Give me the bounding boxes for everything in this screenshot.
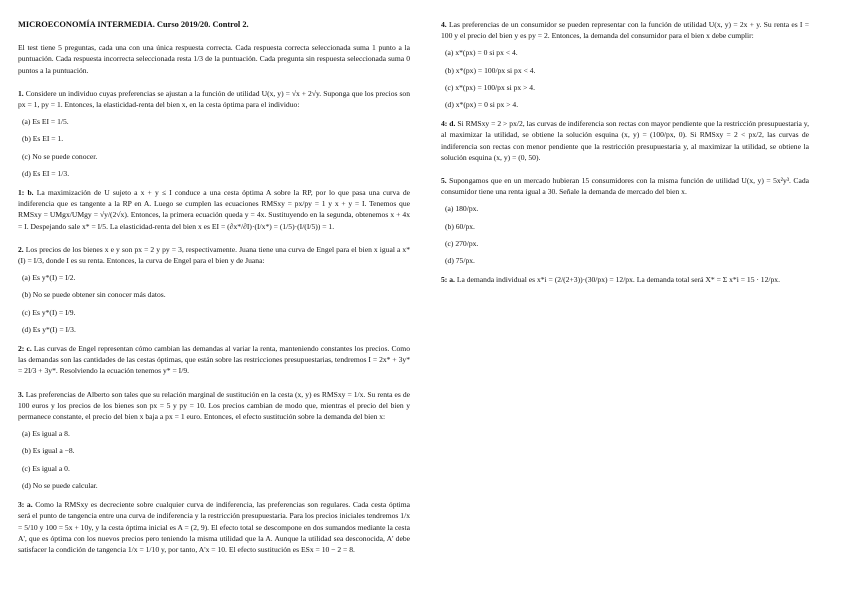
instructions: El test tiene 5 preguntas, cada una con una única respuesta correcta. Cada respuesta correcta seleccionada suma 1 punto a la puntuación. Cada respuesta incorrecta seleccionada resta 1/3 de la puntuación. Cada pregunta sin respuesta seleccionada suma 0 puntos a la puntuación. (18, 43, 410, 75)
answer-text: La demanda individual es x*i = (2/(2+3))·(30/px) = 12/px. La demanda total será X* = Σ x*i = 15 · 12/px. (456, 275, 781, 285)
question-number: 4. (441, 20, 447, 29)
option-c: (c) 270/px. (445, 238, 479, 248)
option-c: (c) No se puede conocer. (22, 151, 98, 161)
options-list (18, 116, 410, 179)
question-body: Las preferencias de un consumidor se pueden representar con la función de utilidad U(x, y) = 2x + y. Su renta es I = 100 y el precio del bien y es py = 2. Entonces, la demanda del consumidor para el bien x debe cumplir: (441, 20, 809, 41)
answer-label: 5: a. (441, 275, 455, 285)
option-d: (d) Es y*(I) = I/3. (22, 324, 76, 334)
option-a: (a) 180/px. (445, 204, 479, 214)
answer-text: Las curvas de Engel representan cómo cambian las demandas al variar la renta, manteniendo constantes los precios. Como las demandas son las cantidades de las cestas óptimas, que están sobre las restricciones presupuestarias, tendremos I = 2x* + 3y* = 2I/3 + 3y*. Resolviendo la ecuación tenemos y* = I/9. (18, 344, 411, 376)
option-b: (b) x*(px) = 100/px si px < 4. (445, 65, 536, 75)
question-text (441, 19, 809, 41)
option-d: (d) x*(px) = 0 si px > 4. (445, 100, 519, 110)
left-column (18, 19, 410, 567)
options-list (441, 47, 809, 110)
question-5 (441, 175, 809, 285)
option-b: (b) No se puede obtener sin conocer más datos. (22, 290, 166, 300)
answer-label: 2: c. (18, 344, 32, 354)
question-body: Supongamos que en un mercado hubieran 15 consumidores con la misma función de utilidad U(x, y) = 5x²y³. Cada consumidor tiene una renta igual a 30. Señale la demanda de mercado del bien x. (441, 176, 809, 197)
option-b: (b) 60/px. (445, 221, 475, 231)
answer (441, 274, 809, 285)
option-d: (d) 75/px. (445, 256, 475, 266)
answer-text: Como la RMSxy es decreciente sobre cualquier curva de indiferencia, las preferencias son regulares. Cada cesta óptima será el punto de tangencia entre una curva de indiferencia y la restricción presupuestaria. Para los precios iniciales tendremos 1/x = 5/10 y 100 = 5x + 10y, y la cesta óptima inicial es A = (2, 9). El efecto total se descompone en dos sumandos mediante la cesta A', que es óptima con los nuevos precios pero teniendo la misma utilidad que la A. Aunque la utilidad sea desconocida, A' debe satisfacer la condición de tangencia 1/x = 1/10 y, por tanto, A'x = 10. El efecto sustitución es ESx = 10 − 2 = 8. (18, 500, 410, 554)
option-a: (a) Es EI = 1/5. (22, 117, 69, 127)
question-number: 5. (441, 176, 447, 186)
question-text (441, 175, 809, 197)
answer (18, 343, 410, 377)
option-d: (d) No se puede calcular. (22, 480, 98, 490)
option-b: (b) Es EI = 1. (22, 134, 64, 144)
option-a: (a) Es igual a 8. (22, 429, 70, 439)
page-title: MICROECONOMÍA INTERMEDIA. Curso 2019/20. Control 2. (18, 20, 249, 29)
right-column (441, 19, 809, 297)
option-c: (c) Es y*(I) = I/9. (22, 307, 76, 317)
question-text (18, 389, 410, 423)
question-body: Las preferencias de Alberto son tales que su relación marginal de sustitución en la cesta (x, y) es RMSxy = 1/x. Su renta es de 100 euros y los precios de los bienes son px = 5 y py = 10. Los precios cambian de modo que, mientras el precio del bien y permanece constante, el precio del bien x baja a px = 1 euro. Entonces, el efecto sustitución sobre la demanda del bien x: (18, 389, 410, 422)
options-list (18, 428, 410, 491)
answer (18, 187, 410, 232)
question-body: Considere un individuo cuyas preferencias se ajustan a la función de utilidad U(x, y) = √x + 2√y. Suponga que los precios son px = 1, py = 1. Entonces, la elasticidad-renta del bien x, en la cesta óptima para el individuo: (18, 88, 410, 110)
answer-label: 1: b. (18, 188, 34, 198)
question-body: Los precios de los bienes x e y son px = 2 y py = 3, respectivamente. Juana tiene una curva de Engel para el bien x igual a x*(I) = I/3, donde I es su renta. Entonces, la curva de Engel para el bien y de Juana: (18, 244, 410, 266)
question-2 (18, 244, 410, 377)
answer-label: 4: d. (441, 119, 456, 129)
question-number: 2. (18, 244, 24, 254)
question-3 (18, 389, 410, 555)
answer-label: 3: a. (18, 500, 33, 510)
answer (18, 499, 410, 555)
question-number: 1. (18, 88, 24, 98)
option-b: (b) Es igual a −8. (22, 446, 75, 456)
question-1 (18, 88, 410, 232)
option-a: (a) Es y*(I) = I/2. (22, 273, 76, 283)
option-c: (c) x*(px) = 100/px si px > 4. (445, 82, 535, 92)
answer-text: La maximización de U sujeto a x + y ≤ I conduce a una cesta óptima A sobre la RP, por lo que pasa una curva de indiferencia que es tangente a la RP en A. Luego se cumplen las ecuaciones RMSxy = px/py = 1 y x + y = I. Tenemos que RMSxy = UMgx/UMgy = √y/(2√x). Entonces, la primera ecuación queda y = 4x. Sustituyendo en la segunda, obtenemos x + 4x = I. Despejando sale x* = I/5. La elasticidad-renta del bien x es EI = (∂x*/∂I)·(I/x*) = (1/5)·(I/(I/5)) = 1. (18, 188, 410, 231)
question-text (18, 88, 410, 110)
option-d: (d) Es EI = 1/3. (22, 168, 70, 178)
question-text (18, 244, 410, 266)
options-list (441, 203, 809, 266)
answer-text: Si RMSxy = 2 > px/2, las curvas de indiferencia son rectas con mayor pendiente que la restricción presupuestaria y, al maximizar la utilidad, se obtiene la solución esquina (x, y) = (100/px, 0). Si RMSxy = 2 < px/2, las curvas de indiferencia son rectas con menor pendiente que la restricción presupuestaria y, al maximizar la utilidad, se obtiene la solución esquina (x, y) = (0, 50). (441, 119, 809, 162)
options-list (18, 272, 410, 335)
option-c: (c) Es igual a 0. (22, 463, 70, 473)
question-number: 3. (18, 389, 24, 399)
option-a: (a) x*(px) = 0 si px < 4. (445, 48, 518, 58)
question-4 (441, 19, 809, 163)
answer (441, 118, 809, 163)
